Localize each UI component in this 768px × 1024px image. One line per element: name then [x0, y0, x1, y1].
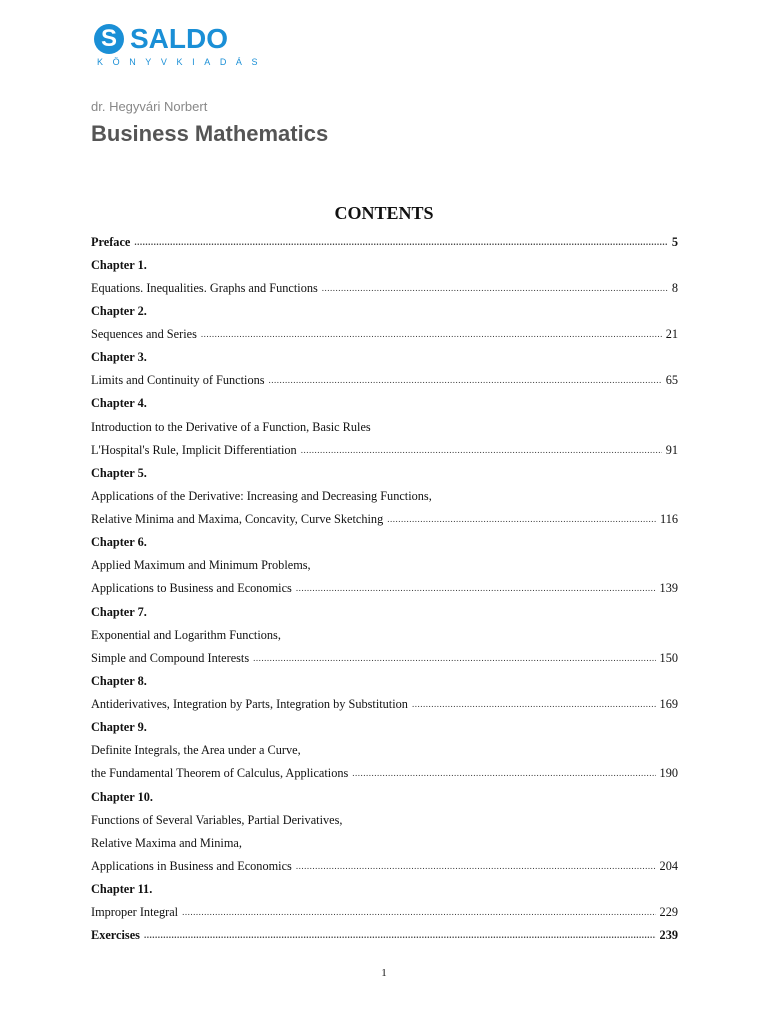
toc-entry: [91, 346, 678, 369]
toc-entry-title: Exercises: [91, 928, 140, 943]
toc-entry: [91, 831, 678, 854]
toc-entry-page: 139: [659, 581, 678, 596]
toc-entry-page: 116: [660, 512, 678, 527]
toc-entry: [91, 785, 678, 808]
toc-entry-title: Sequences and Series: [91, 327, 197, 342]
toc-entry-title: Exponential and Logarithm Functions,: [91, 627, 281, 642]
toc-entry: [91, 808, 678, 831]
toc-entry-title: Chapter 3.: [91, 350, 147, 365]
dot-leader: [144, 927, 656, 943]
toc-entry: [91, 230, 678, 253]
toc-entry-title: Antiderivatives, Integration by Parts, Integration by Substitution: [91, 697, 408, 712]
toc-entry-title: Chapter 4.: [91, 396, 147, 411]
toc-entry: [91, 461, 678, 484]
toc-entry-title: Relative Maxima and Minima,: [91, 835, 242, 850]
toc-entry-title: the Fundamental Theorem of Calculus, Applications: [91, 766, 349, 781]
dot-leader: [387, 511, 656, 527]
toc-entry: [91, 762, 678, 785]
dot-leader: [182, 904, 655, 920]
logo-subtitle: KÖNYVKIADÁS: [97, 57, 268, 67]
toc-entry: [91, 438, 678, 461]
toc-entry: [91, 623, 678, 646]
toc-entry: [91, 878, 678, 901]
toc-entry-title: Applied Maximum and Minimum Problems,: [91, 558, 311, 573]
toc-entry-page: 150: [659, 650, 678, 665]
toc-entry-title: Chapter 8.: [91, 673, 147, 688]
table-of-contents: [91, 230, 678, 947]
toc-entry-page: 169: [659, 697, 678, 712]
toc-entry-title: Applications of the Derivative: Increasing and Decreasing Functions,: [91, 488, 432, 503]
toc-entry: [91, 854, 678, 877]
toc-entry: [91, 600, 678, 623]
dot-leader: [201, 326, 662, 342]
dot-leader: [296, 580, 656, 596]
toc-entry-page: 204: [659, 858, 678, 873]
toc-entry-title: Relative Minima and Maxima, Concavity, Curve Sketching: [91, 512, 384, 527]
toc-entry-title: Chapter 9.: [91, 720, 147, 735]
dot-leader: [269, 372, 662, 388]
toc-entry-title: Simple and Compound Interests: [91, 650, 250, 665]
toc-entry: [91, 299, 678, 322]
toc-entry-title: Functions of Several Variables, Partial Derivatives,: [91, 812, 343, 827]
toc-entry-title: Applications in Business and Economics: [91, 858, 292, 873]
dot-leader: [412, 696, 656, 712]
toc-entry: [91, 554, 678, 577]
toc-entry-title: Limits and Continuity of Functions: [91, 373, 265, 388]
toc-entry-title: Improper Integral: [91, 905, 179, 920]
toc-entry-title: Chapter 11.: [91, 882, 153, 897]
toc-entry-page: 91: [665, 442, 678, 457]
toc-entry-title: Chapter 2.: [91, 303, 147, 318]
toc-entry: [91, 924, 678, 947]
toc-entry-page: 65: [665, 373, 678, 388]
toc-entry-title: Chapter 5.: [91, 465, 147, 480]
toc-entry-page: 190: [659, 766, 678, 781]
toc-entry-page: 229: [659, 905, 678, 920]
toc-entry: [91, 901, 678, 924]
toc-entry-title: Chapter 7.: [91, 604, 147, 619]
toc-entry-page: 5: [671, 234, 678, 249]
contents-heading: CONTENTS: [334, 203, 434, 223]
toc-entry-title: L'Hospital's Rule, Implicit Differentiation: [91, 442, 297, 457]
toc-entry: [91, 577, 678, 600]
saldo-s-icon: S: [94, 24, 124, 54]
toc-entry: [91, 531, 678, 554]
saldo-logo: [94, 23, 268, 72]
toc-entry: [91, 253, 678, 276]
logo-brand: SALDO: [130, 23, 228, 54]
dot-leader: [301, 442, 662, 458]
toc-entry-title: Chapter 10.: [91, 789, 153, 804]
toc-entry-title: Applications to Business and Economics: [91, 581, 292, 596]
page-number: 1: [381, 967, 387, 979]
toc-entry: [91, 508, 678, 531]
toc-entry-title: Definite Integrals, the Area under a Curve,: [91, 743, 301, 758]
dot-leader: [352, 765, 655, 781]
toc-entry: [91, 392, 678, 415]
toc-entry: [91, 415, 678, 438]
toc-entry-page: 239: [659, 928, 678, 943]
toc-entry-title: Chapter 6.: [91, 535, 147, 550]
toc-entry-title: Introduction to the Derivative of a Function, Basic Rules: [91, 419, 371, 434]
dot-leader: [296, 858, 656, 874]
toc-entry-page: 8: [671, 280, 678, 295]
toc-entry: [91, 693, 678, 716]
toc-entry: [91, 739, 678, 762]
dot-leader: [253, 650, 655, 666]
toc-entry: [91, 716, 678, 739]
toc-entry: [91, 646, 678, 669]
toc-entry: [91, 369, 678, 392]
toc-entry: [91, 484, 678, 507]
book-title: Business Mathematics: [91, 121, 329, 146]
toc-entry: [91, 669, 678, 692]
toc-entry-page: 21: [665, 327, 678, 342]
dot-leader: [134, 234, 667, 250]
dot-leader: [322, 280, 668, 296]
toc-entry: [91, 276, 678, 299]
toc-entry-title: Chapter 1.: [91, 257, 147, 272]
toc-entry-title: Equations. Inequalities. Graphs and Functions: [91, 280, 318, 295]
author: dr. Hegyvári Norbert: [91, 99, 208, 114]
toc-entry: [91, 323, 678, 346]
toc-entry-title: Preface: [91, 234, 131, 249]
